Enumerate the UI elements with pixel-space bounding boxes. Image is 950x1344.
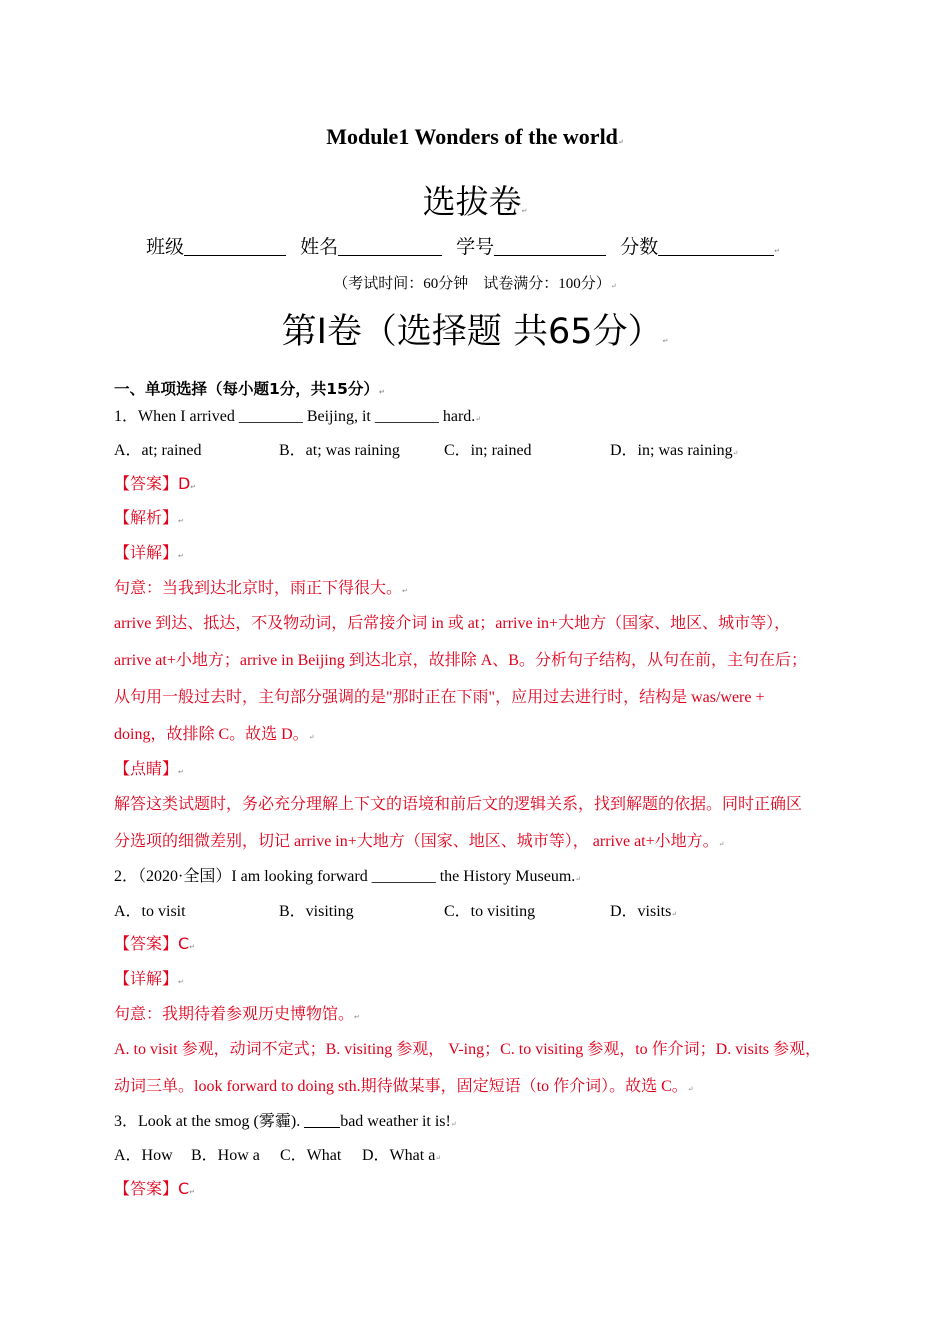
q1-option-c: C．in; rained bbox=[444, 442, 532, 459]
q1-detail-line: arrive 到达、抵达，不及物动词，后常接介词 in 或 at；arrive in+大地方（国家、地区、城市等）， bbox=[114, 615, 791, 632]
q2-option-d: D．visits↵ bbox=[610, 903, 678, 920]
q1-stem: 1．When I arrived ________ Beijing, it ________ hard.↵ bbox=[114, 408, 482, 425]
q1-analysis-label: 【解析】↵ bbox=[114, 508, 184, 527]
q3-option-b: B．How a bbox=[191, 1147, 260, 1164]
q2-detail-line: 动词三单。look forward to doing sth.期待做某事，固定短语（to 作介词）。故选 C。↵ bbox=[114, 1078, 694, 1095]
q2-detail-label: 【详解】↵ bbox=[114, 969, 184, 988]
q1-option-a: A．at; rained bbox=[114, 442, 202, 459]
q3-stem: 3．Look at the smog (雾霾). bad weather it is!↵ bbox=[114, 1113, 457, 1130]
q3-answer: 【答案】C↵ bbox=[114, 1179, 196, 1198]
class-label: 班级 bbox=[146, 236, 185, 258]
q2-detail-line: A. to visit 参观，动词不定式；B. visiting 参观， V-ing；C. to visiting 参观，to 作介词；D. visits 参观， bbox=[114, 1041, 822, 1058]
q2-option-c: C．to visiting bbox=[444, 903, 536, 920]
document-subtitle: 选拔卷↵ bbox=[422, 182, 528, 221]
q1-tip-label: 【点睛】↵ bbox=[114, 759, 184, 778]
name-blank[interactable] bbox=[338, 237, 442, 256]
q3-option-c: C．What bbox=[280, 1147, 342, 1164]
q1-option-d: D．in; was raining↵ bbox=[610, 442, 739, 459]
q1-detail-line: 从句用一般过去时，主句部分强调的是"那时正在下雨"，应用过去进行时，结构是 was/were + bbox=[114, 689, 765, 706]
q1-detail-line: arrive at+小地方；arrive in Beijing 到达北京，故排除 A、B。分析句子结构，从句在前，主句在后； bbox=[114, 652, 807, 669]
q1-tip-line: 分选项的细微差别，切记 arrive in+大地方（国家、地区、城市等）， arrive at+小地方。↵ bbox=[114, 833, 725, 850]
q1-option-b: B．at; was raining bbox=[279, 442, 400, 459]
document-title: Module1 Wonders of the world↵ bbox=[326, 124, 624, 149]
student-info-row: 班级 姓名 学号 分数 ↵ bbox=[146, 236, 781, 258]
q3-option-a: A．How bbox=[114, 1147, 173, 1164]
id-label: 学号 bbox=[456, 236, 495, 258]
q2-stem: 2．（2020·全国）I am looking forward ________ the History Museum.↵ bbox=[114, 868, 582, 885]
class-blank[interactable] bbox=[184, 237, 286, 256]
q1-answer: 【答案】D↵ bbox=[114, 474, 197, 493]
section-title: 一、单项选择（每小题1分，共15分）↵ bbox=[114, 380, 385, 398]
score-label: 分数 bbox=[620, 236, 659, 258]
name-label: 姓名 bbox=[300, 236, 339, 258]
q3-answer-blank[interactable] bbox=[304, 1113, 340, 1128]
q1-detail-line: doing，故排除 C。故选 D。↵ bbox=[114, 726, 315, 743]
q2-detail-line: 句意：我期待着参观历史博物馆。↵ bbox=[114, 1004, 360, 1023]
exam-note: （考试时间：60分钟 试卷满分：100分）↵ bbox=[333, 276, 617, 292]
q1-detail-line: 句意：当我到达北京时，雨正下得很大。↵ bbox=[114, 578, 408, 597]
part-title: 第Ⅰ卷（选择题 共65分）↵ bbox=[281, 312, 669, 352]
q2-answer: 【答案】C↵ bbox=[114, 934, 196, 953]
q2-option-a: A．to visit bbox=[114, 903, 186, 920]
score-blank[interactable] bbox=[658, 237, 774, 256]
q1-tip-line: 解答这类试题时，务必充分理解上下文的语境和前后文的逻辑关系，找到解题的依据。同时正确区 bbox=[114, 796, 803, 813]
q3-option-d: D．What a↵ bbox=[362, 1147, 442, 1164]
q2-option-b: B．visiting bbox=[279, 903, 354, 920]
id-blank[interactable] bbox=[494, 237, 606, 256]
q1-detail-label: 【详解】↵ bbox=[114, 543, 184, 562]
